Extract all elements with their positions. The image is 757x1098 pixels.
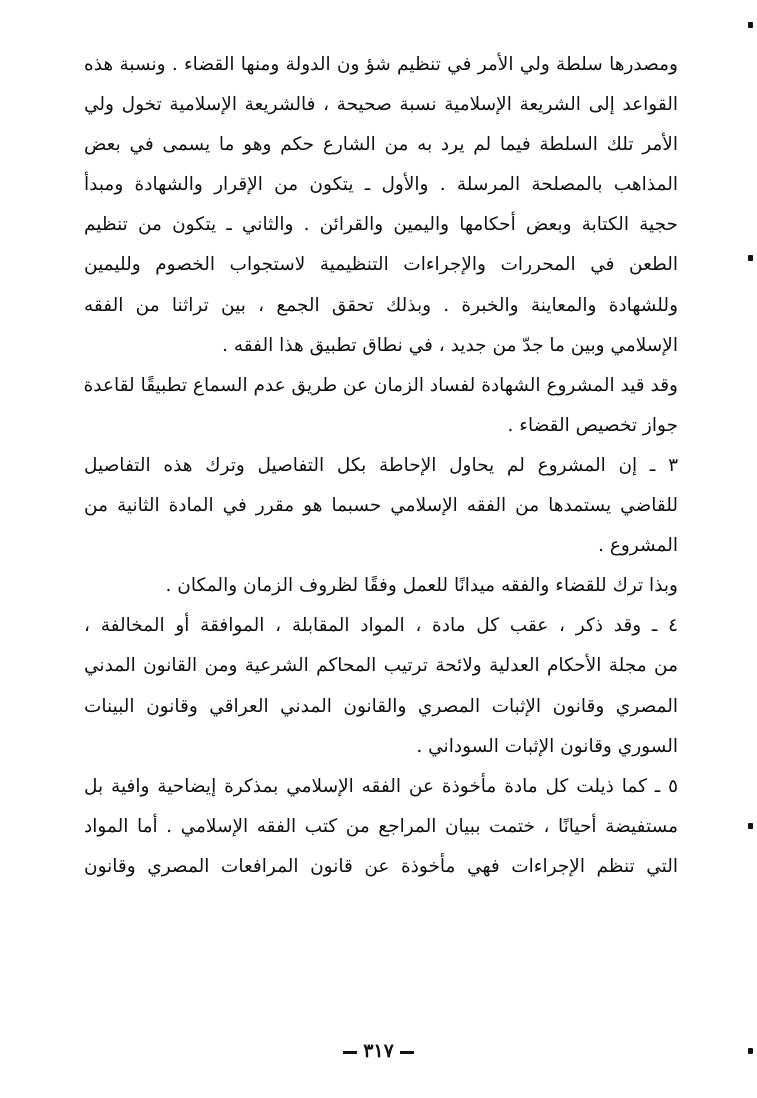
text-line: مستفيضة أحيانًا ، ختمت ببيان المراجع من كتب الفقه الإسلامي . أما المواد xyxy=(84,815,678,837)
text-line: القواعد إلى الشريعة الإسلامية نسبة صحيحة ، فالشريعة الإسلامية تخول ولي xyxy=(84,94,678,116)
page-number xyxy=(0,1040,757,1062)
text-line: المصري وقانون الإثبات المصري والقانون المدني العراقي وقانون البينات xyxy=(84,695,678,717)
scan-mark xyxy=(748,823,753,829)
scan-mark xyxy=(748,22,753,28)
text-line: وقد قيد المشروع الشهادة لفساد الزمان عن طريق عدم السماع تطبيقًا لقاعدة xyxy=(84,374,678,396)
text-line: السوري وقانون الإثبات السوداني . xyxy=(416,735,678,757)
dash-mark xyxy=(343,1051,357,1054)
text-line: المشروع . xyxy=(598,535,678,557)
page-number-value: ٣١٧ xyxy=(363,1040,394,1062)
text-line: المذاهب بالمصلحة المرسلة . والأول ـ يتكون من الإقرار والشهادة ومبدأ xyxy=(84,174,678,196)
dash-mark xyxy=(400,1051,414,1054)
text-line: للقاضي يستمدها من الفقه الإسلامي حسبما هو مقرر في المادة الثانية من xyxy=(84,495,678,517)
text-line: ٥ ـ كما ذيلت كل مادة مأخوذة عن الفقه الإسلامي بمذكرة إيضاحية وافية بل xyxy=(84,775,678,797)
text-line: ومصدرها سلطة ولي الأمر في تنظيم شؤ ون الدولة ومنها القضاء . ونسبة هذه xyxy=(84,54,678,75)
text-line: وللشهادة والمعاينة والخبرة . وبذلك تحقق الجمع ، بين تراثنا من الفقه xyxy=(84,294,678,316)
text-line: من مجلة الأحكام العدلية ولائحة ترتيب المحاكم الشرعية ومن القانون المدني xyxy=(84,655,678,677)
text-line: حجية الكتابة وبعض أحكامها واليمين والقرائن . والثاني ـ يتكون من تنظيم xyxy=(84,214,678,236)
text-line: ٤ ـ وقد ذكر ، عقب كل مادة ، المواد المقابلة ، الموافقة أو المخالفة ، xyxy=(84,615,678,637)
text-line: جواز تخصيص القضاء . xyxy=(507,414,678,436)
text-line: الطعن في المحررات والإجراءات التنظيمية لاستجواب الخصوم ولليمين xyxy=(84,254,678,276)
scan-mark xyxy=(748,1048,753,1054)
body-text xyxy=(84,45,678,887)
text-line: الأمر تلك السلطة فيما لم يرد به من الشارع حكم وهو ما يسمى في بعض xyxy=(84,134,678,156)
text-line: وبذا ترك للقضاء والفقه ميدانًا للعمل وفقًا لظروف الزمان والمكان . xyxy=(165,575,678,597)
text-line: ٣ ـ إن المشروع لم يحاول الإحاطة بكل التفاصيل وترك هذه التفاصيل xyxy=(84,454,678,476)
text-line: الإسلامي وبين ما جدّ من جديد ، في نطاق تطبيق هذا الفقه . xyxy=(222,334,678,356)
text-line: التي تنظم الإجراءات فهي مأخوذة عن قانون المرافعات المصري وقانون xyxy=(84,855,678,877)
scan-mark xyxy=(748,255,753,261)
